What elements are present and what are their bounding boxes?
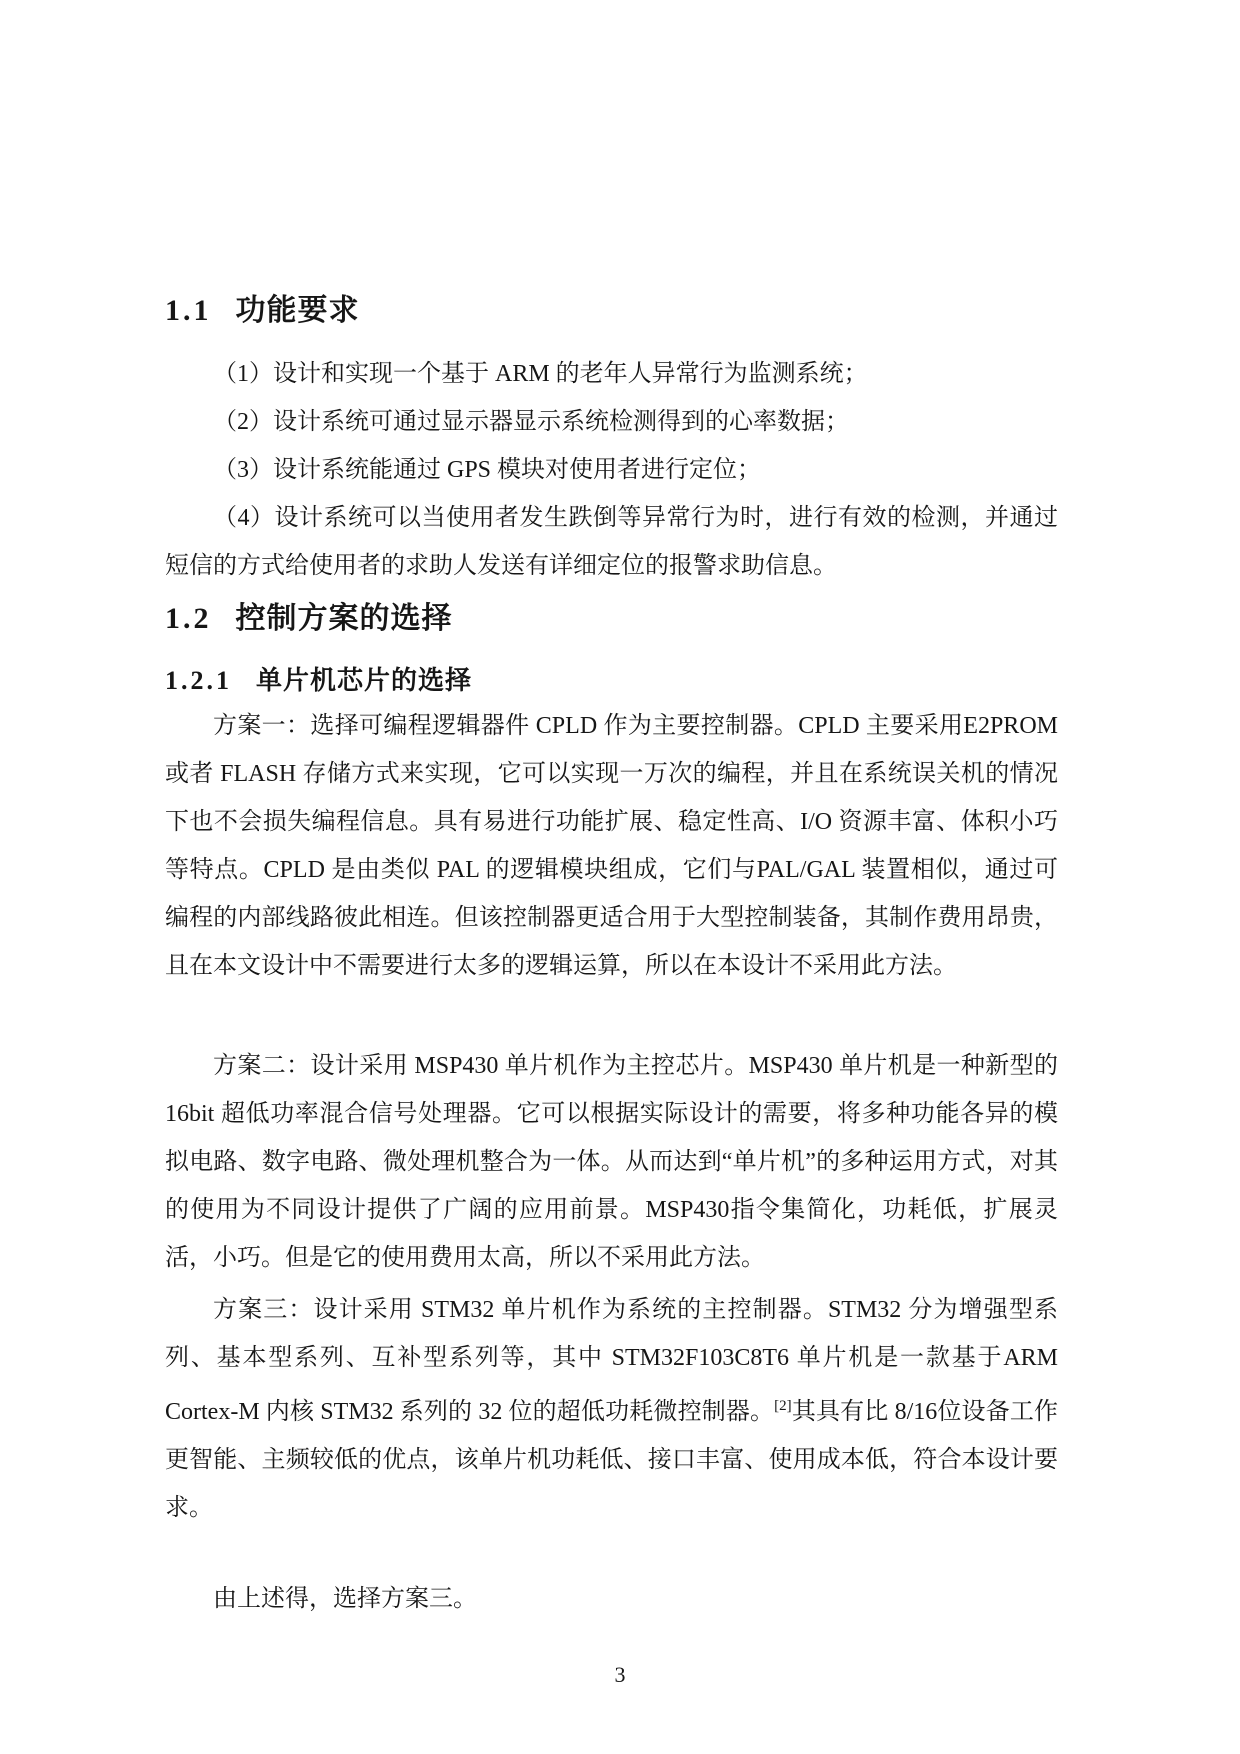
heading-number: 1.2 <box>165 602 212 635</box>
requirement-item-3: （3）设计系统能通过 GPS 模块对使用者进行定位； <box>213 457 762 483</box>
paragraph-plan-two: 方案二：设计采用 MSP430 单片机作为主控芯片。MSP430 单片机是一种新型的 16bit 超低功率混合信号处理器。它可以根据实际设计的需要，将多种功能各异的模拟电路、数字电路、微处理机整合为一体。从而达到“单片机”的多种运用方式，对其的使用为不同设计提供了广阔的应用前景。MSP430指令集简化，功耗低，扩展灵活，小巧。但是它的使用费用太高，所以不采用此方法。 <box>165 1053 1058 1271</box>
plan-three-text-after-citation: 其具有比 8/16位设备工作更智能、主频较低的优点，该单片机功耗低、接口丰富、使用成本低，符合本设计要求。 <box>165 1399 1058 1521</box>
section-heading-1-1 <box>165 292 1058 330</box>
paragraph-plan-three <box>165 1286 1058 1532</box>
page-number: 3 <box>614 1662 626 1687</box>
requirement-item-4: （4）设计系统可以当使用者发生跌倒等异常行为时，进行有效的检测，并通过短信的方式给使用者的求助人发送有详细定位的报警求助信息。 <box>165 505 1058 579</box>
requirement-item-1: （1）设计和实现一个基于 ARM 的老年人异常行为监测系统； <box>213 361 868 387</box>
paragraph-conclusion: 由上述得，选择方案三。 <box>213 1586 477 1612</box>
citation-superscript: [2] <box>774 1398 792 1414</box>
heading-title: 功能要求 <box>235 294 360 327</box>
heading-title: 控制方案的选择 <box>235 602 453 635</box>
requirement-item-2: （2）设计系统可通过显示器显示系统检测得到的心率数据； <box>213 409 849 435</box>
heading-number: 1.1 <box>165 294 212 327</box>
requirements-list <box>165 350 1058 590</box>
section-heading-1-2-1 <box>165 663 1058 698</box>
plan-three-text-before-citation: 方案三：设计采用 STM32 单片机作为系统的主控制器。STM32 分为增强型系列、基本型系列、互补型系列等，其中 STM32F103C8T6 单片机是一款基于ARM Cortex-M 内核 STM32 系列的 32 位的超低功耗微控制器。 <box>165 1297 1058 1425</box>
heading-number: 1.2.1 <box>165 666 232 695</box>
heading-title: 单片机芯片的选择 <box>256 665 473 695</box>
section-heading-1-2 <box>165 600 1058 638</box>
paragraph-plan-one: 方案一：选择可编程逻辑器件 CPLD 作为主要控制器。CPLD 主要采用E2PROM 或者 FLASH 存储方式来实现，它可以实现一万次的编程，并且在系统误关机的情况下也不会损失编程信息。具有易进行功能扩展、稳定性高、I/O 资源丰富、体积小巧等特点。CPLD 是由类似 PAL 的逻辑模块组成，它们与PAL/GAL 装置相似，通过可编程的内部线路彼此相连。但该控制器更适合用于大型控制装备，其制作费用昂贵，且在本文设计中不需要进行太多的逻辑运算，所以在本设计不采用此方法。 <box>165 713 1058 979</box>
